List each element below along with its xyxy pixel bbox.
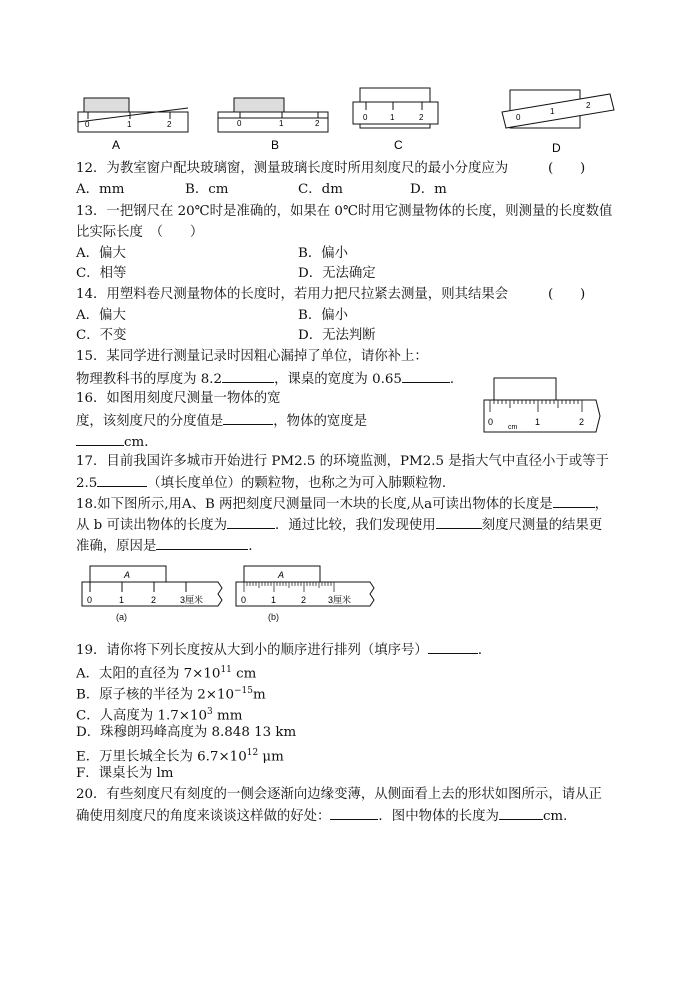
q19-stem [76, 640, 491, 660]
ruler-d-tick-0: 0 [516, 113, 521, 122]
q20-blank-2[interactable] [499, 806, 543, 820]
q18-line1 [76, 494, 608, 514]
q19-item-b [76, 682, 266, 704]
ruler-option-b [218, 98, 328, 132]
q16-line3 [76, 432, 158, 452]
ruler-option-a [78, 98, 188, 132]
q13-option-c: C．相等 [76, 266, 127, 281]
q16-line2 [76, 411, 367, 431]
q13-stem-line1: 13．一把钢尺在 20℃时是准确的，如果在 0℃时用它测量物体的长度，则测量的长度数值 [76, 204, 613, 219]
q17-line2 [76, 473, 455, 493]
q16-tick-0: 0 [488, 417, 494, 427]
q15-text-b: ，课桌的宽度为 0.65 [274, 372, 402, 387]
ruler-b-tick-0: 0 [237, 119, 242, 128]
q19-item-e [76, 744, 284, 766]
q20-text-c: cm． [542, 809, 577, 824]
ruler-option-d [502, 90, 614, 128]
q18-blank-3[interactable] [436, 515, 482, 529]
q14-answer-paren: ( ) [548, 287, 586, 302]
q16-unit: cm [508, 424, 518, 431]
q19-c-exp: 3 [207, 707, 213, 717]
q19-item-a [76, 661, 256, 683]
ruler-c-tick-2: 2 [419, 113, 424, 122]
q18-text-f: 准确，原因是 [76, 539, 157, 554]
q18-caption-b: (b) [268, 612, 279, 622]
q18b-tick-2: 2 [301, 595, 307, 605]
q18-text-g: ． [248, 539, 262, 554]
q16-object [494, 378, 556, 400]
q18-text-e: 刻度尺测量的结果更 [481, 518, 603, 533]
q18-text-b: ， [594, 497, 609, 512]
q19-c-pre: C．人高度为 1.7×10 [76, 708, 208, 724]
option-label-a: A [112, 138, 121, 152]
q16-blank-1[interactable] [223, 411, 273, 425]
ruler-a-tick-0: 0 [85, 120, 90, 129]
q18-text-d: ．通过比较，我们发现使用 [275, 518, 436, 533]
q15-text-c: ． [449, 372, 464, 387]
q18-blank-2[interactable] [227, 515, 275, 529]
q18-ruler-a-figure [80, 564, 226, 626]
q18-caption-a: (a) [116, 612, 127, 622]
option-label-d: D [552, 141, 561, 154]
q12-stem-text: 12．为教室窗户配块玻璃窗，测量玻璃长度时所用刻度尺的最小分度应为 [76, 161, 509, 176]
ruler-a-tick-2: 2 [167, 120, 172, 129]
q14-option-c: C．不变 [76, 328, 127, 343]
q19-text-a: 19．请你将下列长度按从大到小的顺序进行排列（填序号） [76, 643, 428, 658]
option-label-b: B [271, 138, 280, 152]
ruler-c-tick-0: 0 [363, 113, 368, 122]
q20-blank-1[interactable] [330, 806, 378, 820]
q18-text-c: 从 b 可读出物体的长度为 [76, 518, 227, 533]
q14-option-a: A．偏大 [76, 308, 126, 323]
q17-text-a: 2.5 [76, 476, 98, 491]
q16-tick-2: 2 [579, 417, 585, 427]
ruler-options-figure [70, 78, 630, 154]
q19-a-pre: A．太阳的直径为 7×10 [76, 666, 221, 682]
q19-a-exp: 11 [220, 665, 232, 675]
q14-stem: 14．用塑料卷尺测量物体的长度时，若用力把尺拉紧去测量，则其结果会 [76, 287, 509, 302]
q19-b-exp: −15 [234, 686, 253, 696]
q17-blank[interactable] [97, 473, 147, 487]
q18b-tick-1: 1 [271, 595, 277, 605]
q16-text-b: ，物体的宽度是 [273, 414, 368, 429]
q18b-tick-3: 3厘米 [328, 595, 352, 605]
ruler-d-tick-2: 2 [586, 101, 591, 110]
q18b-tick-0: 0 [241, 595, 247, 605]
q19-item-c [76, 703, 242, 725]
q12-stem [76, 160, 508, 178]
q19-b-post: m [253, 687, 266, 703]
ruler-c-tick-1: 1 [390, 113, 395, 122]
q18a-tick-3: 3厘米 [180, 595, 204, 605]
ruler-b-tick-2: 2 [315, 119, 320, 128]
q18-blank-4[interactable] [156, 536, 248, 550]
q20-text-b: ．图中物体的长度为 [378, 809, 499, 824]
q18-line3 [76, 536, 262, 556]
q18-block-b-label: A [278, 570, 285, 580]
q19-a-post: cm [231, 666, 257, 682]
q12-option-d: D．m [410, 182, 447, 197]
q20-line1: 20．有些刻度尺有刻度的一侧会逐渐向边缘变薄，从侧面看上去的形状如图所示，请从正 [76, 787, 602, 802]
q18-line2 [76, 515, 602, 535]
q20-line2 [76, 806, 577, 826]
q18a-tick-2: 2 [151, 595, 157, 605]
ruler-option-c [353, 88, 438, 128]
q16-ruler-figure [482, 376, 604, 434]
q18-ruler-b-figure [234, 564, 380, 626]
q15-text-a: 物理教科书的厚度为 8.2 [76, 372, 223, 387]
q18-block-a-label: A [124, 570, 131, 580]
q12-option-c: C．dm [298, 182, 343, 197]
q16-blank-2[interactable] [76, 432, 124, 446]
option-label-c: C [394, 138, 403, 152]
q19-b-pre: B．原子核的半径为 2×10 [76, 687, 234, 703]
q16-text-c: cm． [124, 435, 158, 450]
q14-option-d: D．无法判断 [298, 328, 376, 343]
q15-line2 [76, 369, 463, 389]
q19-item-f: F．课桌长为 lm [76, 766, 174, 781]
q13-stem-line2: 比实际长度 （ ） [76, 225, 204, 240]
q20-text-a: 确使用刻度尺的角度来谈谈这样做的好处： [76, 809, 331, 824]
q19-item-d: D．珠穆朗玛峰高度为 8.848 13 km [76, 725, 297, 740]
q19-e-post: μm [258, 749, 284, 765]
ruler-b-tick-1: 1 [279, 119, 284, 128]
q13-option-d: D．无法确定 [298, 266, 376, 281]
q17-line1: 17．目前我国许多城市开始进行 PM2.5 的环境监测，PM2.5 是指大气中直径小于或等于 [76, 454, 609, 469]
q19-c-post: mm [212, 708, 243, 724]
q19-e-exp: 12 [246, 748, 259, 758]
q18a-tick-0: 0 [87, 595, 93, 605]
q16-text-a: 度，该刻度尺的分度值是 [76, 414, 224, 429]
q16-tick-1: 1 [535, 417, 541, 427]
q19-text-b: ． [477, 643, 492, 658]
q18a-tick-1: 1 [119, 595, 125, 605]
ruler-a-tick-1: 1 [127, 120, 132, 129]
q13-option-a: A．偏大 [76, 246, 126, 261]
q13-option-b: B．偏小 [298, 246, 349, 261]
q19-blank[interactable] [428, 640, 478, 654]
q18-blank-1[interactable] [553, 494, 595, 508]
q19-e-pre: E．万里长城全长为 6.7×10 [76, 749, 247, 765]
q16-line1: 16．如图用刻度尺测量一物体的宽 [76, 391, 281, 406]
q17-text-b: （填长度单位）的颗粒物，也称之为可入肺颗粒物． [147, 476, 456, 491]
q18-text-a: 18.如下图所示,用A、B 两把刻度尺测量同一木块的长度,从a可读出物体的长度是 [76, 497, 553, 512]
q15-line1: 15．某同学进行测量记录时因粗心漏掉了单位，请你补上： [76, 349, 428, 364]
q15-blank-1[interactable] [222, 369, 274, 383]
q12-answer-paren: ( ) [548, 161, 586, 176]
ruler-d-tick-1: 1 [550, 107, 555, 116]
q12-option-a: A．mm [76, 182, 125, 197]
q14-option-b: B．偏小 [298, 308, 349, 323]
q15-blank-2[interactable] [402, 369, 450, 383]
q12-option-b: B．cm [185, 182, 229, 197]
